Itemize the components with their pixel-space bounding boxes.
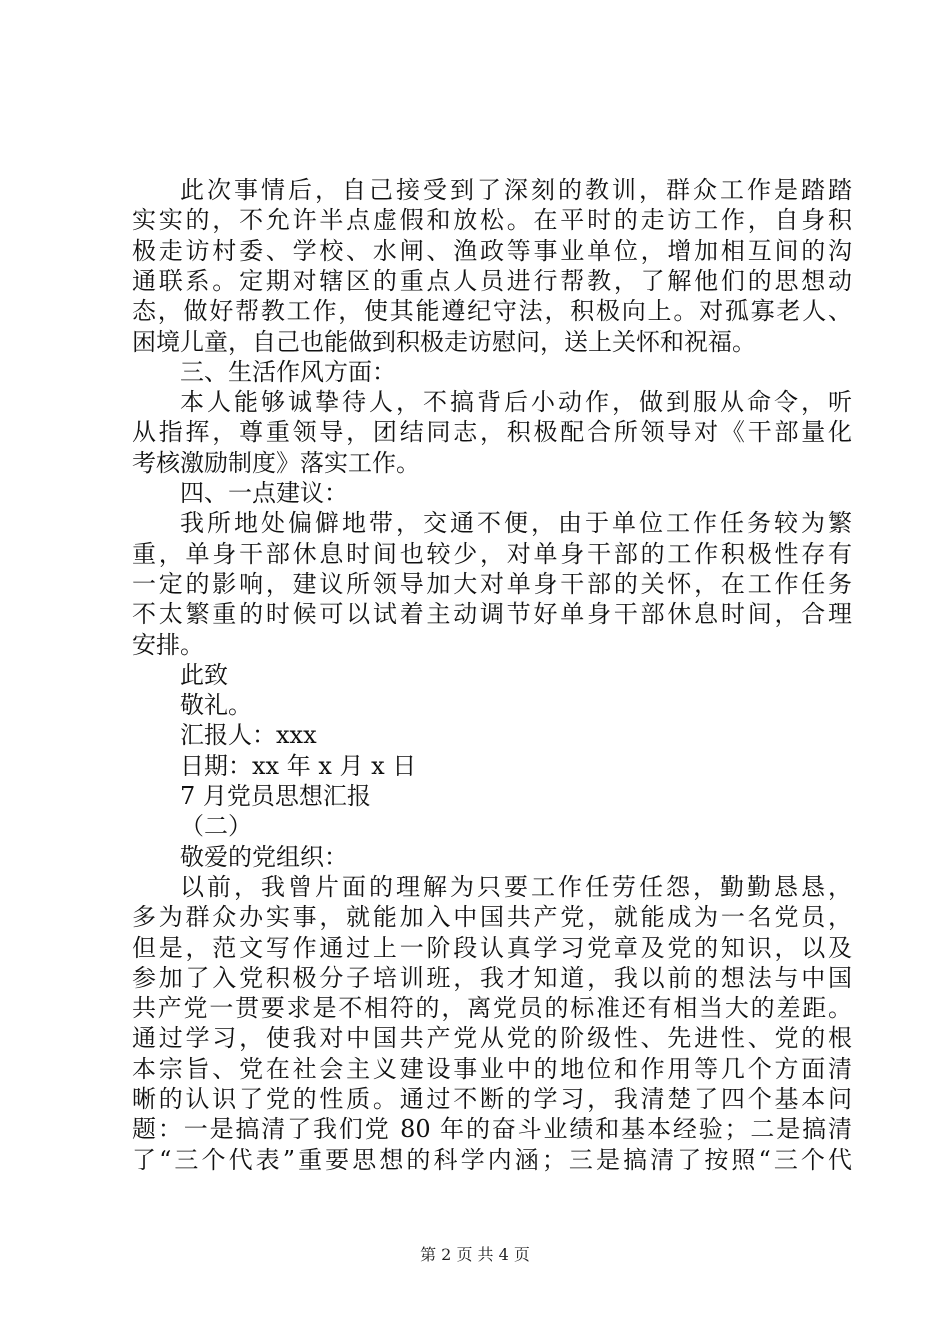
text-line: 困境儿童，自己也能做到积极走访慰问，送上关怀和祝福。: [132, 327, 756, 356]
text-line: 此次事情后，自己接受到了深刻的教训，群众工作是踏踏: [180, 176, 852, 204]
text-line: 安排。: [132, 630, 204, 659]
text-line: （二）: [180, 812, 252, 841]
text-line: 从指挥，尊重领导，团结同志，积极配合所领导对《干部量化: [132, 418, 852, 447]
text-line: 但是，范文写作通过上一阶段认真学习党章及党的知识，以及: [132, 933, 852, 962]
page-number-label: 第 2 页 共 4 页: [420, 1245, 530, 1264]
text-line: 三、生活作风方面：: [180, 357, 396, 386]
text-line: 不太繁重的时候可以试着主动调节好单身干部休息时间，合理: [132, 600, 852, 629]
text-line: 极走访村委、学校、水闸、渔政等事业单位，增加相互间的沟: [132, 236, 852, 265]
page-footer: [0, 1243, 950, 1267]
text-line: 我所地处偏僻地带，交通不便，由于单位工作任务较为繁: [180, 509, 852, 538]
text-line: 通联系。定期对辖区的重点人员进行帮教，了解他们的思想动: [132, 266, 852, 295]
text-line: 多为群众办实事，就能加入中国共产党，就能成为一名党员，: [132, 903, 852, 932]
text-line: 日期：xx 年 x 月 x 日: [180, 751, 417, 780]
text-line: 以前，我曾片面的理解为只要工作任劳任怨，勤勤恳恳，: [180, 872, 852, 901]
text-line: 敬爱的党组织：: [180, 842, 348, 871]
text-line: 本人能够诚挚待人，不搞背后小动作，做到服从命令，听: [180, 388, 852, 417]
text-line: 态，做好帮教工作，使其能遵纪守法，积极向上。对孤寡老人、: [132, 297, 852, 326]
text-line: 敬礼。: [180, 691, 252, 720]
text-line: 7 月党员思想汇报: [180, 782, 371, 810]
text-line: 题：一是搞清了我们党 80 年的奋斗业绩和基本经验；二是搞清: [132, 1115, 852, 1144]
text-line: 此致: [180, 660, 228, 689]
text-line: 实实的，不允许半点虚假和放松。在平时的走访工作，自身积: [132, 206, 852, 235]
text-line: 参加了入党积极分子培训班，我才知道，我以前的想法与中国: [132, 963, 852, 992]
text-line: 共产党一贯要求是不相符的，离党员的标准还有相当大的差距。: [132, 994, 852, 1023]
text-line: 重，单身干部休息时间也较少，对单身干部的工作积极性存有: [132, 539, 852, 568]
text-line: 本宗旨、党在社会主义建设事业中的地位和作用等几个方面清: [132, 1054, 852, 1083]
text-line: 汇报人：xxx: [180, 721, 317, 750]
text-line: 一定的影响，建议所领导加大对单身干部的关怀，在工作任务: [132, 569, 852, 598]
text-line: 了“三个代表”重要思想的科学内涵；三是搞清了按照“三个代: [132, 1145, 852, 1174]
text-line: 四、一点建议：: [180, 479, 348, 507]
text-line: 晰的认识了党的性质。通过不断的学习，我清楚了四个基本问: [132, 1085, 852, 1113]
text-line: 考核激励制度》落实工作。: [132, 448, 420, 477]
text-line: 通过学习，使我对中国共产党从党的阶级性、先进性、党的根: [132, 1024, 852, 1053]
